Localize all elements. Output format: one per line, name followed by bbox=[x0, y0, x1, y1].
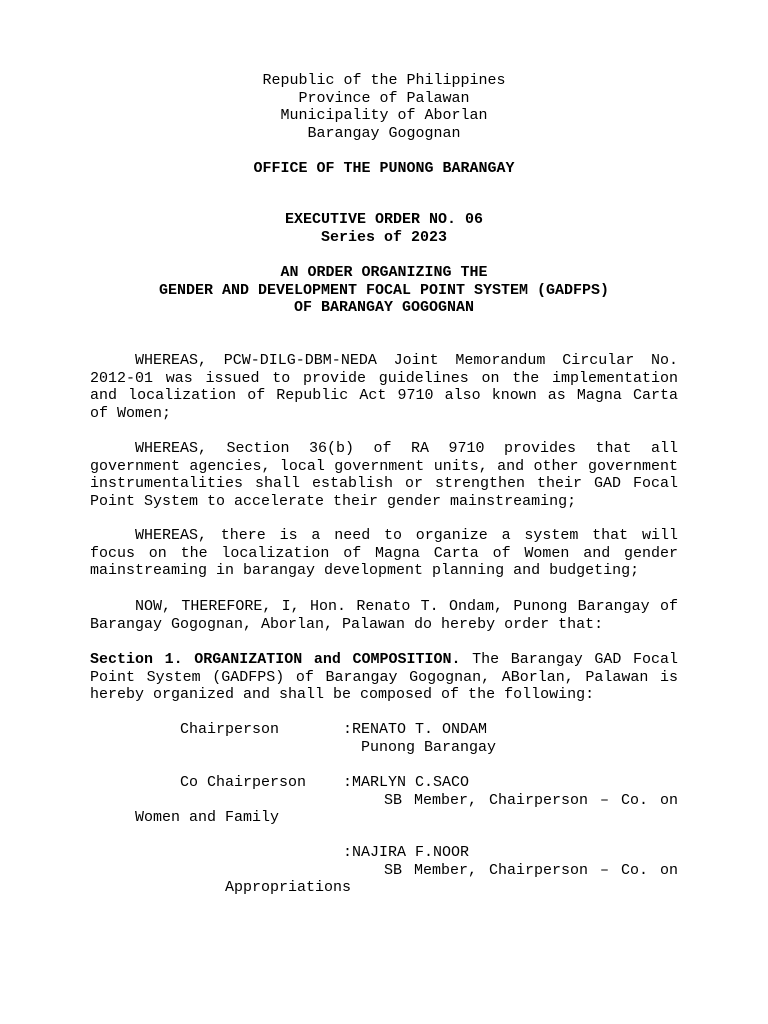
cochair-title-line-a: SB Member, Chairperson – Co. on bbox=[384, 792, 678, 809]
order-title-line1: AN ORDER ORGANIZING THE bbox=[280, 264, 488, 281]
section-1-paragraph bbox=[90, 651, 678, 704]
whereas-1-text: WHEREAS, PCW-DILG-DBM-NEDA Joint Memorandum Circular No. 2012-01 was issued to provide guidelines on the implementation and localization of Republic Act 9710 also known as Magna Carta of Women; bbox=[90, 352, 678, 422]
whereas-paragraph-3 bbox=[90, 527, 678, 580]
office-name: OFFICE OF THE PUNONG BARANGAY bbox=[253, 160, 515, 177]
header-republic: Republic of the Philippines bbox=[262, 72, 506, 89]
chair-role: Chairperson bbox=[180, 721, 280, 738]
chair-title: Punong Barangay bbox=[361, 739, 497, 756]
section-1-heading: Section 1. ORGANIZATION and COMPOSITION. bbox=[90, 651, 461, 668]
order-series: Series of 2023 bbox=[320, 228, 448, 246]
member-3-title-line-a: SB Member, Chairperson – Co. on bbox=[384, 862, 678, 879]
cochair-name: :MARLYN C.SACO bbox=[343, 774, 470, 791]
member-3-name: :NAJIRA F.NOOR bbox=[343, 844, 470, 861]
cochair-role: Co Chairperson bbox=[180, 774, 307, 791]
cochair-title-line-b: Women and Family bbox=[135, 809, 280, 826]
whereas-paragraph-2 bbox=[90, 440, 678, 510]
order-title-line3: OF BARANGAY GOGOGNAN bbox=[293, 299, 475, 316]
header-barangay: Barangay Gogognan bbox=[307, 124, 461, 142]
order-number-block bbox=[90, 211, 678, 246]
letterhead bbox=[90, 72, 678, 142]
order-title-line2: GENDER AND DEVELOPMENT FOCAL POINT SYSTEM (GADFPS) bbox=[158, 281, 610, 299]
whereas-3-text: WHEREAS, there is a need to organize a system that will focus on the localization of Magna Carta of Women and gender mainstreaming in barangay development planning and budgeting; bbox=[90, 527, 678, 579]
header-province: Province of Palawan bbox=[298, 89, 470, 107]
whereas-paragraph-1 bbox=[90, 352, 678, 422]
now-therefore-text: NOW, THEREFORE, I, Hon. Renato T. Ondam, Punong Barangay of Barangay Gogognan, Aborlan, Palawan do hereby order that: bbox=[90, 598, 678, 633]
member-3-title-line-b: Appropriations bbox=[225, 879, 352, 896]
now-therefore-paragraph bbox=[90, 598, 678, 633]
section-1-text: The Barangay GAD Focal Point System (GADFPS) of Barangay Gogognan, ABorlan, Palawan is hereby organized and shall be composed of the following: bbox=[90, 651, 678, 703]
chair-name: :RENATO T. ONDAM bbox=[343, 721, 488, 738]
order-number: EXECUTIVE ORDER NO. 06 bbox=[284, 211, 484, 228]
whereas-2-text: WHEREAS, Section 36(b) of RA 9710 provides that all government agencies, local government units, and other government instrumentalities shall establish or strengthen their GAD Focal Point System to accelerate their gender mainstreaming; bbox=[90, 440, 678, 510]
order-title-block bbox=[90, 264, 678, 317]
office-title bbox=[90, 160, 678, 178]
header-municipality: Municipality of Aborlan bbox=[280, 107, 488, 124]
